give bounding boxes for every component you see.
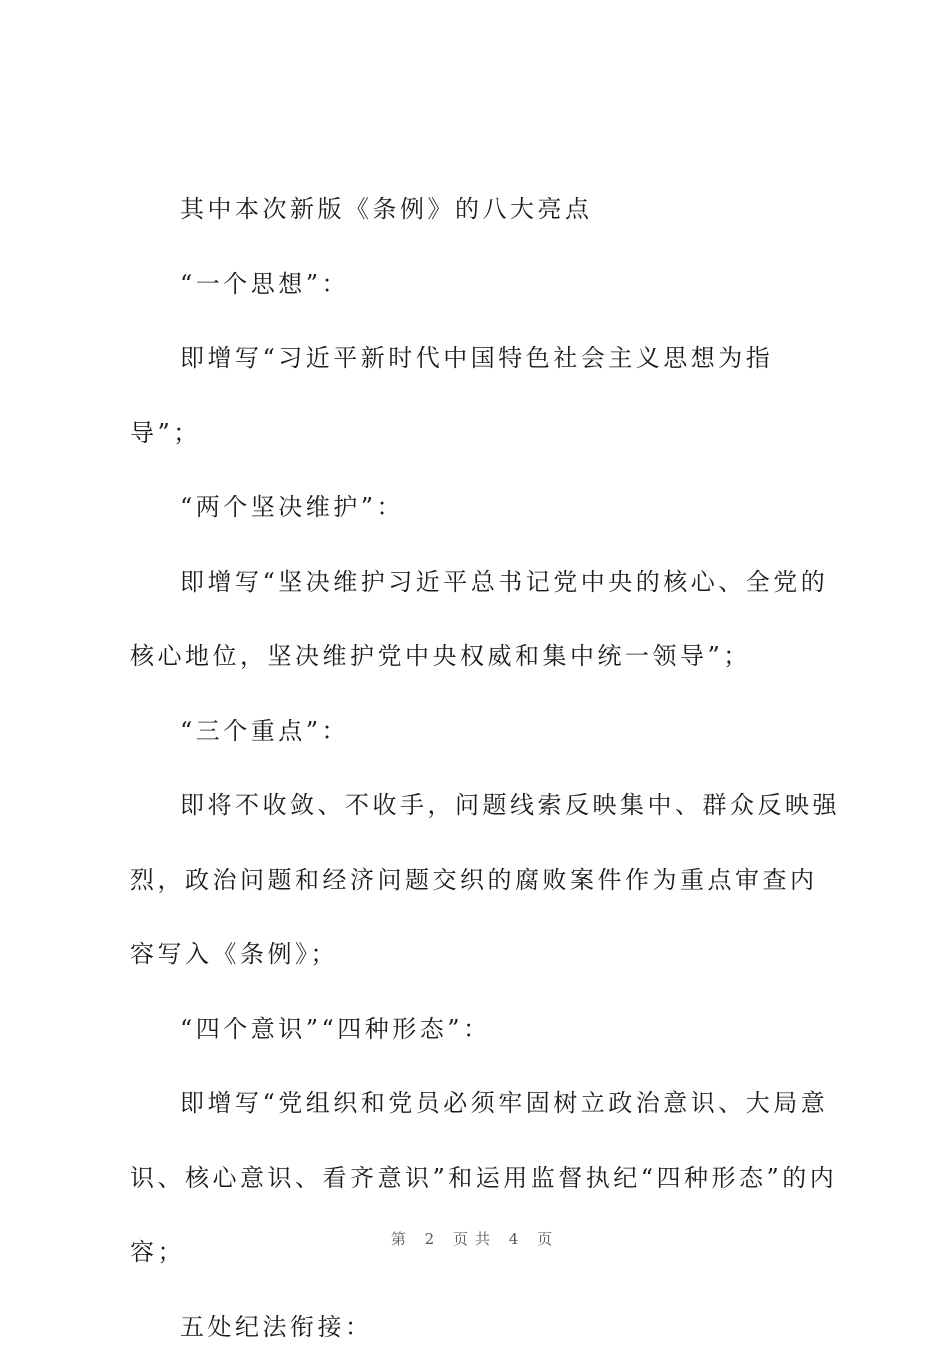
- page-number-footer: 第 2 页共 4 页: [0, 1228, 950, 1249]
- document-body: [130, 172, 842, 1364]
- paragraph-one-thought-heading: “一个思想”：: [130, 247, 842, 322]
- paragraph-highlights-intro: 其中本次新版《条例》的八大亮点: [130, 172, 842, 247]
- paragraph-three-priorities-body: 即将不收敛、不收手，问题线索反映集中、群众反映强烈，政治问题和经济问题交织的腐败案件作为重点审查内容写入《条例》；: [130, 768, 842, 992]
- paragraph-three-priorities-heading: “三个重点”：: [130, 694, 842, 769]
- paragraph-two-safeguards-heading: “两个坚决维护”：: [130, 470, 842, 545]
- paragraph-five-links-heading: 五处纪法衔接：: [130, 1290, 842, 1364]
- paragraph-four-awareness-body: 即增写“党组织和党员必须牢固树立政治意识、大局意识、核心意识、看齐意识”和运用监督执纪“四种形态”的内容；: [130, 1066, 842, 1290]
- paragraph-one-thought-body: 即增写“习近平新时代中国特色社会主义思想为指导”；: [130, 321, 842, 470]
- paragraph-four-awareness-heading: “四个意识”“四种形态”：: [130, 992, 842, 1067]
- paragraph-two-safeguards-body: 即增写“坚决维护习近平总书记党中央的核心、全党的核心地位，坚决维护党中央权威和集中统一领导”；: [130, 545, 842, 694]
